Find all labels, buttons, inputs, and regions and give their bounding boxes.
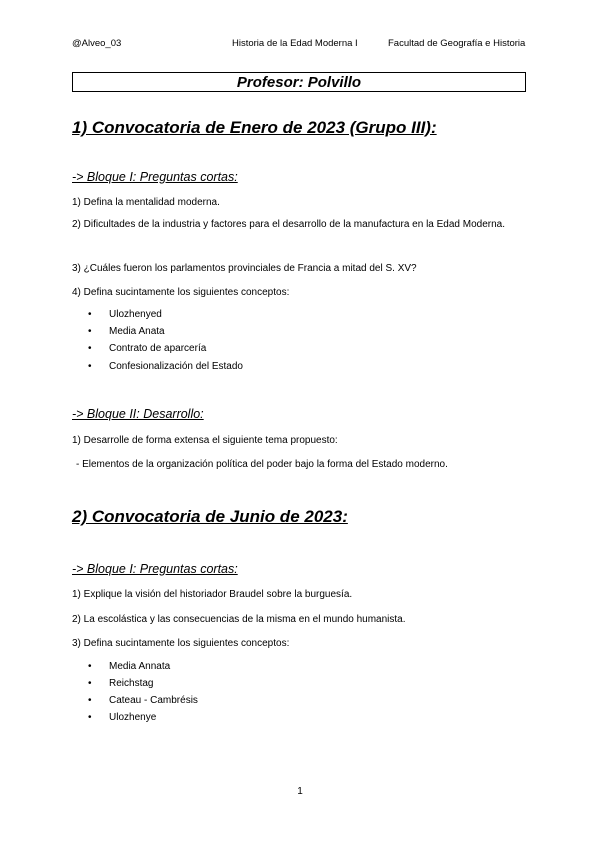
exam1-concept: Contrato de aparcería (109, 343, 207, 354)
exam1-concept: Ulozhenyed (109, 309, 162, 320)
professor-box: Profesor: Polvillo (72, 72, 526, 92)
header-right: Facultad de Geografía e Historia (388, 38, 526, 49)
exam2-block1-title: -> Bloque I: Preguntas cortas: (72, 562, 238, 576)
exam1-question-1: 1) Defina la mentalidad moderna. (72, 197, 220, 208)
exam2-question-1: 1) Explique la visión del historiador Braudel sobre la burguesía. (72, 589, 353, 600)
exam1-question-3: 3) ¿Cuáles fueron los parlamentos provinciales de Francia a mitad del S. XV? (72, 263, 417, 274)
header-center: Historia de la Edad Moderna I (232, 38, 358, 49)
bullet-icon: • (88, 309, 92, 320)
exam1-development-topic: - Elementos de la organización política del poder bajo la forma del Estado moderno. (76, 459, 448, 470)
exam2-title: 2) Convocatoria de Junio de 2023: (72, 507, 348, 526)
exam1-concept: Media Anata (109, 326, 165, 337)
bullet-icon: • (88, 678, 92, 689)
bullet-icon: • (88, 326, 92, 337)
header-left: @Alveo_03 (72, 38, 122, 49)
exam2-concept: Cateau - Cambrésis (109, 695, 198, 706)
page-number: 1 (297, 786, 303, 797)
exam1-question-2: 2) Dificultades de la industria y factores para el desarrollo de la manufactura en la Edad Moderna. (72, 219, 506, 230)
exam1-concept: Confesionalización del Estado (109, 361, 243, 372)
bullet-icon: • (88, 361, 92, 372)
exam2-question-3: 3) Defina sucintamente los siguientes conceptos: (72, 638, 290, 649)
exam1-block2-title: -> Bloque II: Desarrollo: (72, 407, 204, 421)
exam1-block1-title: -> Bloque I: Preguntas cortas: (72, 170, 238, 184)
exam2-concept: Media Annata (109, 661, 171, 672)
exam2-concept: Ulozhenye (109, 712, 157, 723)
exam1-development-question: 1) Desarrolle de forma extensa el siguiente tema propuesto: (72, 435, 338, 446)
bullet-icon: • (88, 695, 92, 706)
bullet-icon: • (88, 712, 92, 723)
exam2-question-2: 2) La escolástica y las consecuencias de la misma en el mundo humanista. (72, 614, 406, 625)
bullet-icon: • (88, 661, 92, 672)
exam1-title: 1) Convocatoria de Enero de 2023 (Grupo III): (72, 118, 437, 137)
exam2-concept: Reichstag (109, 678, 154, 689)
exam1-question-4: 4) Defina sucintamente los siguientes conceptos: (72, 287, 290, 298)
bullet-icon: • (88, 343, 92, 354)
